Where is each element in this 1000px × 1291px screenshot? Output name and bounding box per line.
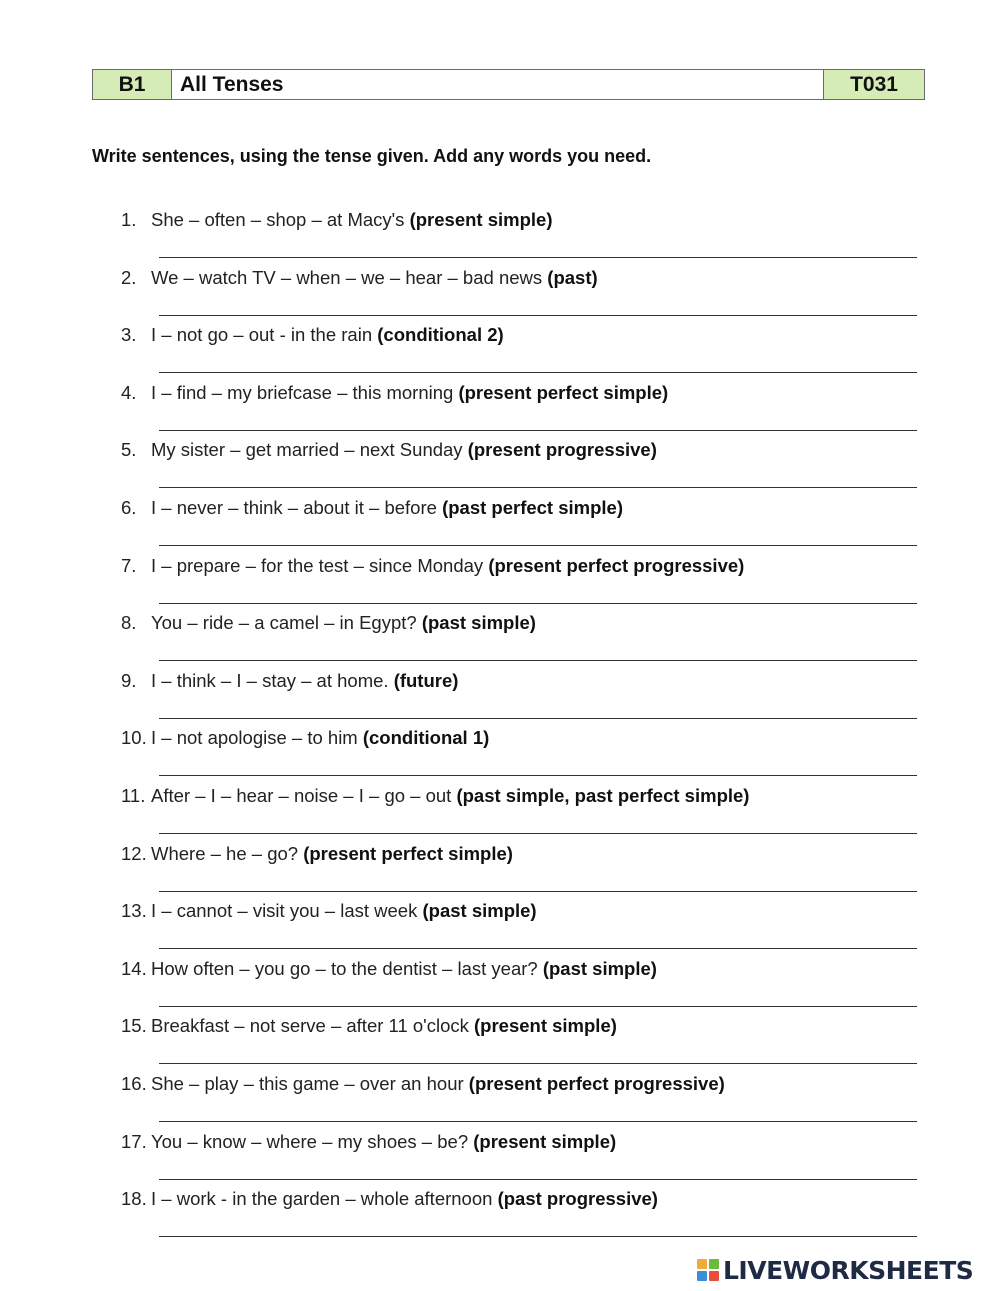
exercise-item xyxy=(0,496,1000,554)
tense-label: (present perfect progressive) xyxy=(468,1073,725,1094)
tense-label: (future) xyxy=(393,669,459,691)
tense-label: (past) xyxy=(547,266,598,288)
item-number: 10. xyxy=(121,727,147,749)
exercise-item xyxy=(0,669,1000,727)
answer-line[interactable] xyxy=(159,833,917,834)
item-prompt xyxy=(151,554,744,578)
tense-label: (past simple, past perfect simple) xyxy=(456,785,750,806)
exercise-item xyxy=(0,438,1000,496)
answer-line[interactable] xyxy=(159,1236,917,1237)
tense-label: (present perfect progressive) xyxy=(488,554,745,576)
answer-line[interactable] xyxy=(159,430,917,431)
item-number: 14. xyxy=(121,957,147,979)
prompt-text: After – I – hear – noise – I – go – out xyxy=(151,785,457,806)
tense-label: (past progressive) xyxy=(497,1188,658,1210)
level-cell: B1 xyxy=(93,70,172,99)
prompt-text: We – watch TV – when – we – hear – bad news xyxy=(151,266,548,288)
item-number: 8. xyxy=(121,612,137,634)
exercise-item xyxy=(0,784,1000,842)
tense-label: (past simple) xyxy=(542,957,657,979)
exercise-item xyxy=(0,554,1000,612)
item-number: 15. xyxy=(121,1015,147,1037)
title-cell: All Tenses xyxy=(172,70,823,99)
item-number: 1. xyxy=(121,209,137,230)
tense-label: (present perfect simple) xyxy=(458,381,669,403)
exercise-item xyxy=(0,1130,1000,1188)
exercise-item xyxy=(0,1072,1000,1130)
tense-label: (conditional 2) xyxy=(377,324,504,346)
item-number: 12. xyxy=(121,842,147,864)
tense-label: (conditional 1) xyxy=(362,727,490,749)
item-prompt xyxy=(151,842,513,866)
liveworksheets-icon xyxy=(697,1259,719,1281)
answer-line[interactable] xyxy=(159,718,917,719)
prompt-text: I – not go – out - in the rain xyxy=(151,324,378,346)
exercise-item xyxy=(0,726,1000,784)
tense-label: (past perfect simple) xyxy=(442,497,623,518)
item-prompt xyxy=(151,1130,616,1154)
tense-label: (past simple) xyxy=(422,900,537,922)
tense-label: (present progressive) xyxy=(467,439,657,461)
answer-line[interactable] xyxy=(159,372,917,373)
item-prompt xyxy=(151,726,489,750)
item-number: 9. xyxy=(121,669,137,691)
item-number: 3. xyxy=(121,324,137,346)
item-number: 11. xyxy=(121,785,146,806)
item-prompt xyxy=(151,611,536,635)
prompt-text: Breakfast – not serve – after 11 o'clock xyxy=(151,1015,474,1037)
item-prompt xyxy=(151,1187,658,1211)
answer-line[interactable] xyxy=(159,1063,917,1064)
answer-line[interactable] xyxy=(159,775,917,776)
exercise-item xyxy=(0,611,1000,669)
item-prompt xyxy=(151,1014,617,1038)
prompt-text: How often – you go – to the dentist – last year? xyxy=(151,957,543,979)
item-number: 2. xyxy=(121,266,137,288)
prompt-text: I – think – I – stay – at home. xyxy=(151,669,394,691)
tense-label: (present simple) xyxy=(409,209,553,230)
item-number: 17. xyxy=(121,1130,147,1152)
tense-label: (past simple) xyxy=(421,612,536,634)
item-prompt xyxy=(151,438,657,462)
item-number: 16. xyxy=(121,1073,147,1094)
item-prompt xyxy=(151,266,598,290)
item-prompt xyxy=(151,1072,725,1096)
item-number: 13. xyxy=(121,900,147,922)
prompt-text: I – prepare – for the test – since Monday xyxy=(151,554,489,576)
exercise-item xyxy=(0,1187,1000,1245)
prompt-text: My sister – get married – next Sunday xyxy=(151,439,468,461)
item-prompt xyxy=(151,208,552,232)
answer-line[interactable] xyxy=(159,603,917,604)
code-cell: T031 xyxy=(823,70,924,99)
item-number: 6. xyxy=(121,497,137,518)
item-prompt xyxy=(151,669,458,693)
prompt-text: She – play – this game – over an hour xyxy=(151,1073,469,1094)
prompt-text: I – not apologise – to him xyxy=(151,727,363,749)
item-number: 7. xyxy=(121,554,137,576)
answer-line[interactable] xyxy=(159,948,917,949)
answer-line[interactable] xyxy=(159,891,917,892)
item-prompt xyxy=(151,784,749,808)
exercise-item xyxy=(0,1014,1000,1072)
answer-line[interactable] xyxy=(159,257,917,258)
logo-text: LIVEWORKSHEETS xyxy=(723,1255,974,1285)
item-number: 5. xyxy=(121,439,137,461)
prompt-text: She – often – shop – at Macy's xyxy=(151,209,410,230)
exercise-item xyxy=(0,208,1000,266)
answer-line[interactable] xyxy=(159,487,917,488)
answer-line[interactable] xyxy=(159,315,917,316)
exercise-item xyxy=(0,899,1000,957)
prompt-text: You – ride – a camel – in Egypt? xyxy=(151,612,422,634)
answer-line[interactable] xyxy=(159,545,917,546)
liveworksheets-logo xyxy=(697,1254,973,1286)
item-prompt xyxy=(151,957,657,981)
tense-label: (present simple) xyxy=(473,1130,617,1152)
answer-line[interactable] xyxy=(159,660,917,661)
item-prompt xyxy=(151,496,623,520)
item-number: 18. xyxy=(121,1188,147,1210)
prompt-text: You – know – where – my shoes – be? xyxy=(151,1130,474,1152)
answer-line[interactable] xyxy=(159,1179,917,1180)
tense-label: (present perfect simple) xyxy=(303,842,513,864)
prompt-text: I – cannot – visit you – last week xyxy=(151,900,423,922)
item-prompt xyxy=(151,323,504,347)
prompt-text: I – never – think – about it – before xyxy=(151,497,443,518)
tense-label: (present simple) xyxy=(474,1015,617,1037)
prompt-text: I – find – my briefcase – this morning xyxy=(151,381,459,403)
item-prompt xyxy=(151,899,537,923)
prompt-text: I – work - in the garden – whole afternoon xyxy=(151,1188,498,1210)
answer-line[interactable] xyxy=(159,1006,917,1007)
exercise-item xyxy=(0,381,1000,439)
exercise-item xyxy=(0,957,1000,1015)
item-prompt xyxy=(151,381,668,405)
instructions: Write sentences, using the tense given. Add any words you need. xyxy=(92,146,652,166)
prompt-text: Where – he – go? xyxy=(151,842,304,864)
exercise-item xyxy=(0,266,1000,324)
exercise-item xyxy=(0,842,1000,900)
answer-line[interactable] xyxy=(159,1121,917,1122)
item-number: 4. xyxy=(121,381,137,403)
exercise-item xyxy=(0,323,1000,381)
